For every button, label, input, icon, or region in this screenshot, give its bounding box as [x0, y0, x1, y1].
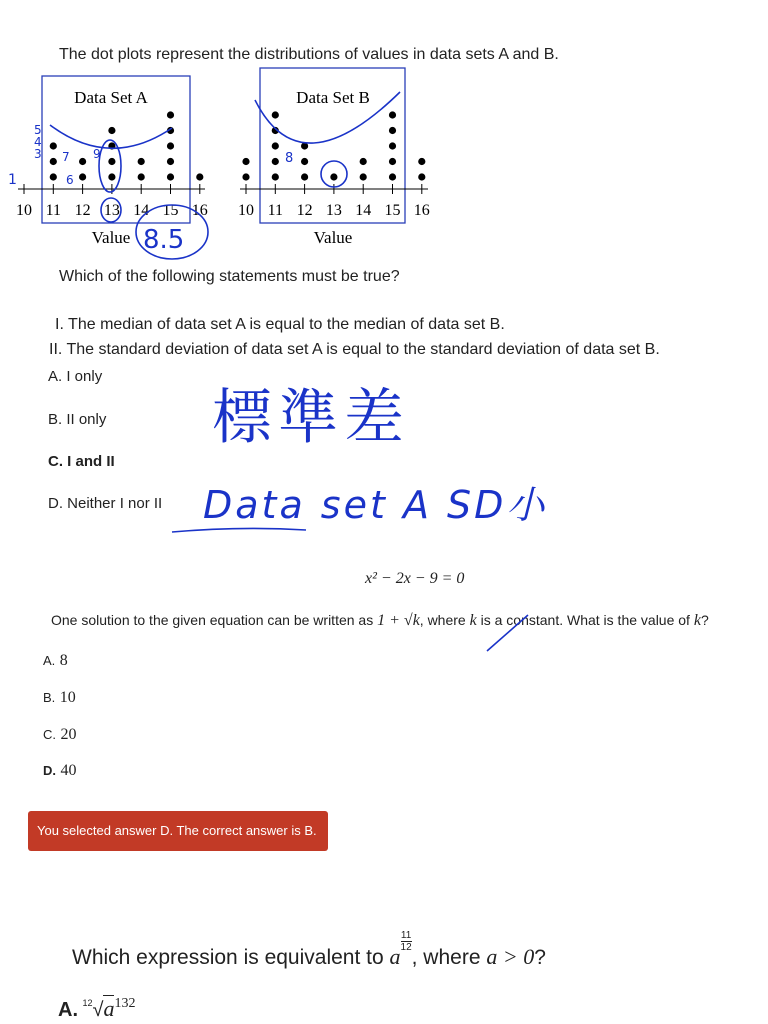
data-dot	[389, 173, 396, 180]
tick-label: 10	[238, 202, 254, 219]
data-dot	[79, 158, 86, 165]
note-8-5: 8.5	[143, 225, 185, 255]
data-dot	[418, 158, 425, 165]
q3-end-q: ?	[534, 946, 546, 969]
data-dot	[50, 158, 57, 165]
count-5: 5	[34, 123, 42, 137]
q2-expression: 1 + √k	[377, 612, 420, 629]
data-dot	[389, 111, 396, 118]
strike-mark	[484, 612, 532, 654]
q3-choice-a[interactable]	[58, 996, 135, 1022]
plot-b-axis-label: Value	[313, 228, 353, 247]
radical-icon: √	[92, 999, 104, 1021]
data-dot	[167, 142, 174, 149]
data-dot	[360, 173, 367, 180]
data-dot	[79, 173, 86, 180]
q2-var-k: k	[469, 612, 477, 629]
count-3: 3	[34, 147, 42, 161]
q2-choice-d-value: 40	[60, 762, 77, 779]
count-1: 1	[8, 172, 17, 188]
tick-label: 14	[355, 202, 372, 219]
q3-choice-a-letter: A.	[58, 999, 78, 1021]
plot-a-axis-label: Value	[91, 228, 131, 247]
q3-choice-a-base: a	[103, 996, 115, 1021]
question-3-prompt	[72, 930, 546, 970]
q2-choice-b[interactable]	[43, 689, 76, 707]
q3-prompt-start: Which expression is equivalent to	[72, 946, 384, 969]
q2-choice-b-value: 10	[59, 689, 76, 706]
q1-choice-c[interactable]: C. I and II	[48, 453, 115, 470]
q3-choice-a-exp: 132	[114, 996, 136, 1011]
data-dot	[108, 158, 115, 165]
data-dot	[108, 173, 115, 180]
q2-choice-c-value: 20	[60, 726, 77, 743]
data-dot	[167, 111, 174, 118]
q2-end-q: ?	[700, 612, 709, 628]
answer-feedback-banner: You selected answer D. The correct answer is B.	[28, 811, 328, 851]
tick-label: 11	[45, 202, 62, 219]
tick-label: 13	[325, 202, 342, 219]
data-dot	[272, 142, 279, 149]
tick-label: 12	[296, 202, 313, 219]
q2-prompt-start: One solution to the given equation can be written as	[51, 612, 374, 628]
count-7: 7	[62, 150, 70, 164]
q1-choice-b[interactable]: B. II only	[48, 411, 107, 428]
tick-label: 16	[191, 202, 208, 219]
data-dot	[272, 111, 279, 118]
count-6: 6	[66, 173, 74, 187]
q2-prompt-end: is a constant. What is the value of	[480, 612, 690, 628]
data-dot	[330, 173, 337, 180]
count-8: 8	[285, 151, 294, 166]
plot-b-title: Data Set B	[296, 88, 370, 107]
q2-choice-a-value: 8	[59, 652, 68, 669]
question-1-ask: Which of the following statements must be true?	[59, 268, 400, 285]
tick-label: 12	[74, 202, 91, 219]
data-dot	[167, 173, 174, 180]
q3-condition: a > 0	[486, 944, 535, 969]
q1-choice-d[interactable]: D. Neither I nor II	[48, 495, 163, 512]
data-dot	[50, 173, 57, 180]
q3-base: a	[389, 944, 401, 969]
data-dot	[272, 173, 279, 180]
count-4: 4	[34, 135, 42, 149]
data-dot	[108, 127, 115, 134]
question-2-prompt	[51, 612, 709, 630]
question-1-prompt: The dot plots represent the distributions of values in data sets A and B.	[59, 46, 559, 63]
data-dot	[389, 158, 396, 165]
plot-a-title: Data Set A	[74, 88, 148, 107]
tick-label: 11	[267, 202, 284, 219]
data-dot	[301, 158, 308, 165]
data-dot	[242, 158, 249, 165]
q2-end-k: k	[693, 612, 701, 629]
q2-choice-c-letter: C.	[43, 727, 56, 742]
data-dot	[389, 142, 396, 149]
data-dot	[360, 158, 367, 165]
data-dot	[138, 173, 145, 180]
tick-label: 13	[103, 202, 120, 219]
q2-choice-b-letter: B.	[43, 690, 56, 705]
statement-2: II. The standard deviation of data set A is equal to the standard deviation of data set B.	[49, 341, 660, 358]
tick-label: 14	[133, 202, 150, 219]
q2-choice-c[interactable]	[43, 726, 76, 744]
dot-plots-figure	[0, 60, 768, 260]
data-dot	[167, 158, 174, 165]
data-dot	[418, 173, 425, 180]
statement-1: I. The median of data set A is equal to the median of data set B.	[55, 316, 505, 333]
q3-exponent	[401, 930, 412, 953]
note-kanji: 標準差	[212, 383, 410, 453]
data-dot	[50, 142, 57, 149]
q3-root-index: 12	[82, 998, 93, 1008]
tick-label: 15	[384, 202, 401, 219]
count-9: 9	[93, 147, 101, 161]
note-data-set-a-sd: Data set A SD小	[203, 483, 548, 527]
q2-choice-d[interactable]	[43, 762, 76, 780]
q3-exp-num: 11	[400, 930, 412, 941]
q2-choice-a[interactable]	[43, 652, 68, 670]
equation: x² − 2x − 9 = 0	[365, 570, 465, 587]
q2-choice-d-letter: D.	[43, 763, 56, 778]
note-underline	[170, 520, 320, 540]
q3-prompt-end: , where	[411, 946, 481, 969]
data-dot	[301, 173, 308, 180]
tick-label: 10	[16, 202, 32, 219]
data-dot	[242, 173, 249, 180]
data-dot	[138, 158, 145, 165]
tick-label: 15	[162, 202, 179, 219]
data-dot	[196, 173, 203, 180]
q1-choice-a[interactable]: A. I only	[48, 368, 103, 385]
q2-choice-a-letter: A.	[43, 653, 56, 668]
q3-exp-den: 12	[400, 942, 412, 953]
data-dot	[272, 158, 279, 165]
q2-prompt-mid: , where	[419, 612, 466, 628]
tick-label: 16	[413, 202, 430, 219]
data-dot	[389, 127, 396, 134]
